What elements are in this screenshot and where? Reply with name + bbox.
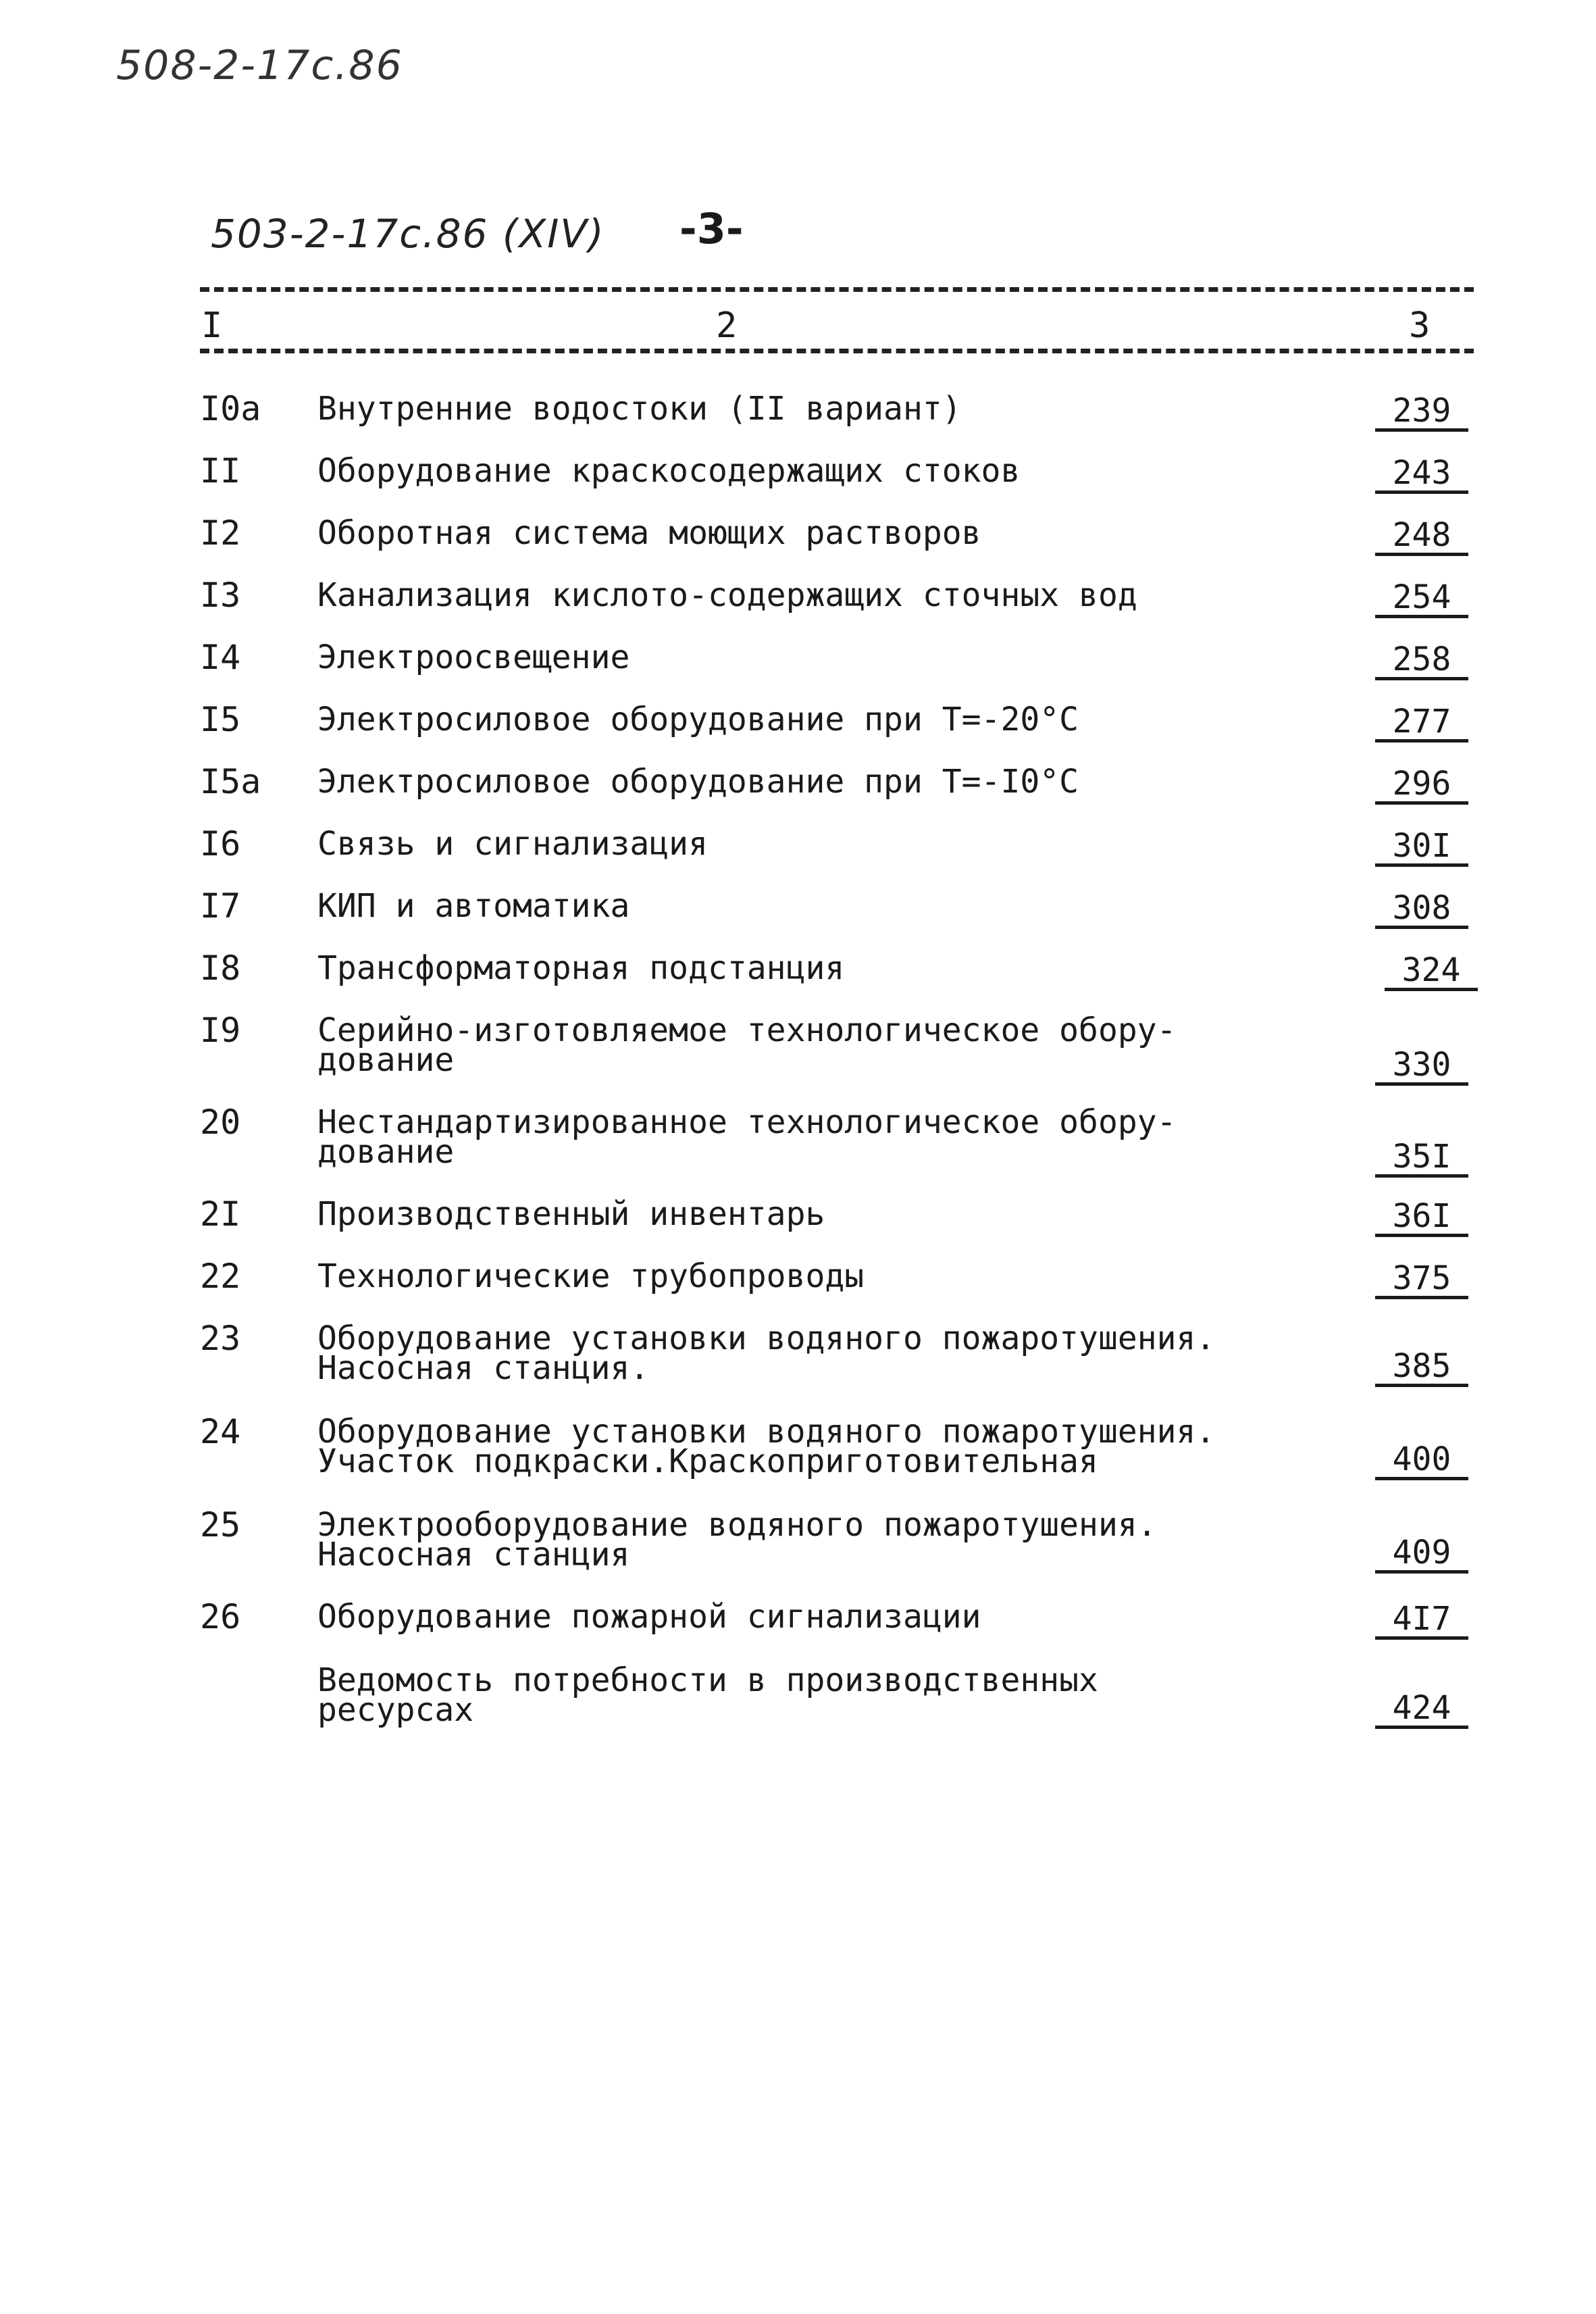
- section-number: I7: [200, 886, 241, 926]
- table-top-rule: [200, 287, 1474, 292]
- section-title: Нестандартизированное технологическое обору-: [317, 1103, 1177, 1141]
- section-title: Ведомость потребности в производственных: [317, 1661, 1098, 1699]
- section-title: Производственный инвентарь: [317, 1195, 825, 1233]
- section-title: Серийно-изготовляемое технологическое обору-: [317, 1011, 1177, 1049]
- section-title-continued: Насосная станция: [317, 1536, 630, 1574]
- section-page: 30I: [1375, 828, 1468, 867]
- section-title: КИП и автоматика: [317, 887, 630, 925]
- section-number: I9: [200, 1011, 241, 1050]
- section-number: 2I: [200, 1194, 241, 1234]
- section-page: 36I: [1375, 1199, 1468, 1237]
- section-title-continued: дование: [317, 1041, 455, 1079]
- section-title: Оборудование установки водяного пожаротушения.: [317, 1319, 1216, 1357]
- section-title: Связь и сигнализация: [317, 825, 708, 863]
- section-page: 308: [1375, 890, 1468, 929]
- section-number: I8: [200, 949, 241, 988]
- section-title-continued: Участок подкраски.Краскоприготовительная: [317, 1442, 1098, 1480]
- section-page: 409: [1375, 1535, 1468, 1574]
- section-number: I3: [200, 576, 241, 615]
- section-number: 26: [200, 1597, 241, 1636]
- section-page: 254: [1375, 580, 1468, 618]
- section-title: Оборудование краскосодержащих стоков: [317, 452, 1021, 490]
- column-header-page: 3: [1409, 305, 1431, 346]
- section-title: Внутренние водостоки (II вариант): [317, 390, 962, 428]
- section-page: 296: [1375, 766, 1468, 805]
- column-header-number: I: [201, 305, 223, 346]
- section-number: I2: [200, 513, 241, 553]
- section-page: 239: [1375, 393, 1468, 432]
- section-title: Электросиловое оборудование при Т=-20°С: [317, 701, 1079, 738]
- section-page: 258: [1375, 642, 1468, 680]
- section-number: II: [200, 451, 241, 491]
- section-title: Электроосвещение: [317, 638, 630, 676]
- section-page: 277: [1375, 704, 1468, 743]
- section-title: Оборотная система моющих растворов: [317, 514, 981, 552]
- section-title: Технологические трубопроводы: [317, 1257, 865, 1295]
- section-page: 385: [1375, 1349, 1468, 1387]
- section-page: 330: [1375, 1047, 1468, 1086]
- section-number: 24: [200, 1412, 241, 1451]
- section-page: 4I7: [1375, 1601, 1468, 1640]
- handwritten-archive-number: 508-2-17с.86: [116, 42, 403, 89]
- section-number: I5: [200, 700, 241, 739]
- section-title: Оборудование установки водяного пожаротушения.: [317, 1413, 1216, 1451]
- section-page: 243: [1375, 455, 1468, 494]
- section-number: 23: [200, 1319, 241, 1358]
- section-page: 324: [1385, 953, 1478, 991]
- section-page: 424: [1375, 1690, 1468, 1729]
- section-page: 35I: [1375, 1139, 1468, 1178]
- section-title: Трансформаторная подстанция: [317, 949, 845, 987]
- section-title-continued: Насосная станция.: [317, 1349, 650, 1387]
- section-number: I4: [200, 638, 241, 677]
- document-code: 503-2-17с.86 (XIV): [211, 211, 605, 257]
- section-title-continued: ресурсах: [317, 1691, 474, 1729]
- section-page: 248: [1375, 518, 1468, 556]
- section-title: Канализация кислото-содержащих сточных вод: [317, 576, 1137, 614]
- section-number: I5а: [200, 762, 261, 801]
- section-number: 25: [200, 1505, 241, 1544]
- table-header-rule: [200, 349, 1474, 353]
- section-number: I0а: [200, 389, 261, 428]
- section-title: Электросиловое оборудование при Т=-I0°С: [317, 763, 1079, 801]
- section-page: 400: [1375, 1442, 1468, 1480]
- section-number: I6: [200, 824, 241, 863]
- section-title: Электрооборудование водяного пожаротушения.: [317, 1506, 1157, 1544]
- page-number: -3-: [679, 204, 744, 253]
- section-title: Оборудование пожарной сигнализации: [317, 1598, 981, 1636]
- section-title-continued: дование: [317, 1133, 455, 1171]
- section-number: 22: [200, 1257, 241, 1296]
- section-number: 20: [200, 1103, 241, 1142]
- column-header-title: 2: [716, 305, 738, 346]
- section-page: 375: [1375, 1261, 1468, 1299]
